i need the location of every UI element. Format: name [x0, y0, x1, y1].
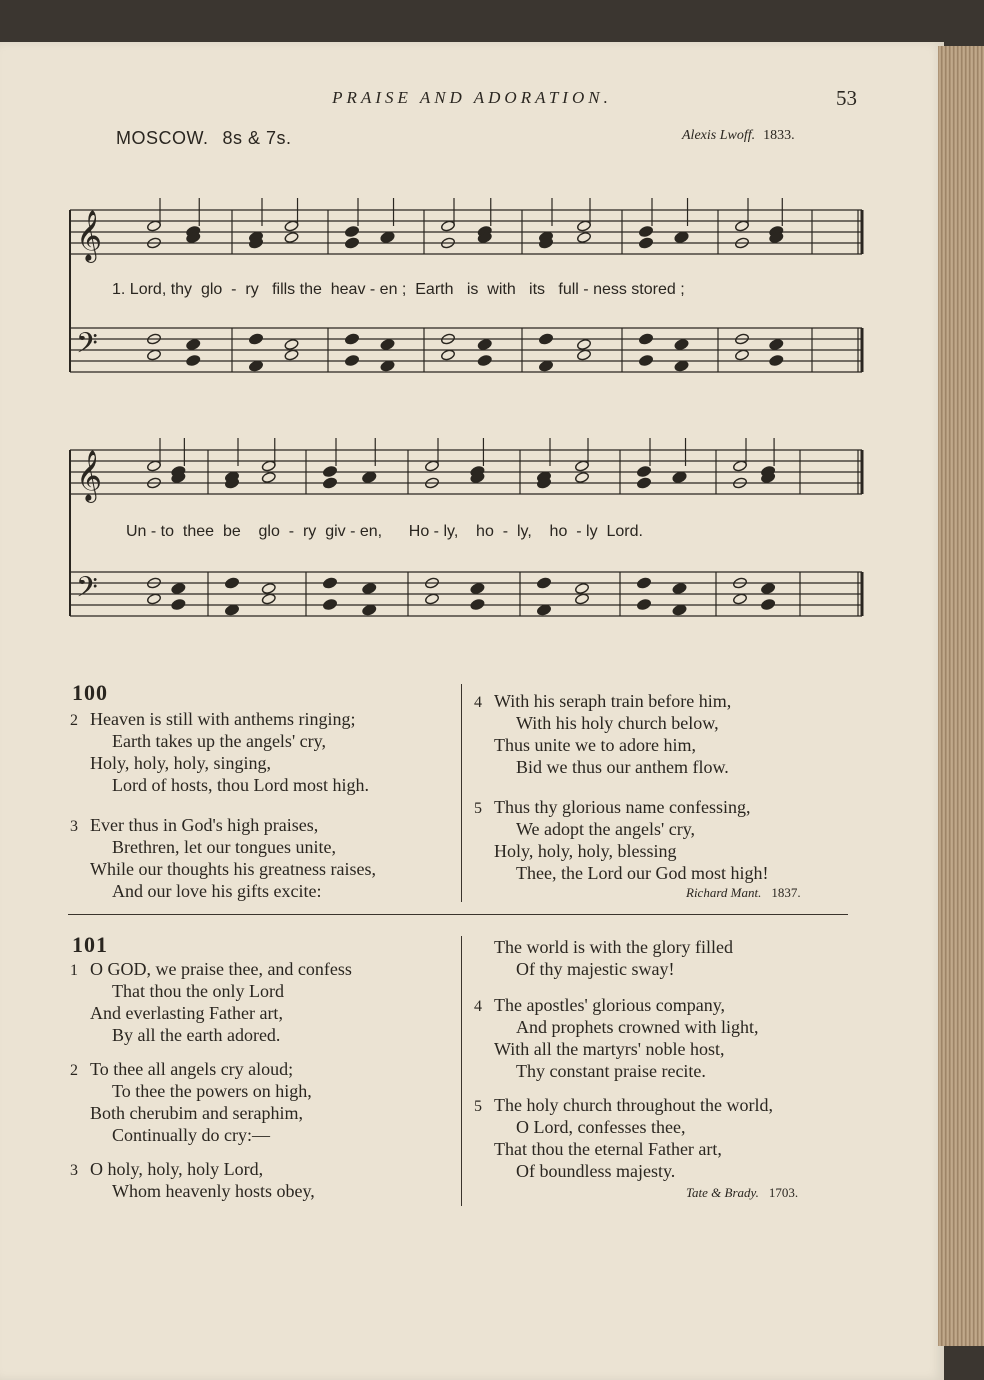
note-head — [538, 360, 553, 372]
stanza-line: The holy church throughout the world, — [494, 1095, 773, 1115]
hymn-100-stanza-3 — [70, 814, 376, 902]
hymn-101-stanza-4 — [474, 994, 759, 1082]
note-head — [322, 598, 337, 610]
bass-clef-icon: 𝄢 — [76, 571, 98, 611]
column-divider — [461, 684, 462, 902]
stanza-line: O GOD, we praise thee, and confess — [90, 959, 352, 979]
note-head — [261, 460, 276, 472]
note-head — [636, 577, 651, 589]
stanza-number: 5 — [474, 1098, 482, 1115]
note-head — [470, 598, 485, 610]
note-head — [284, 338, 299, 350]
note-head — [536, 577, 551, 589]
note-head — [424, 593, 439, 605]
note-head — [769, 338, 784, 350]
stanza-line: Thy constant praise recite. — [516, 1061, 706, 1081]
note-head — [146, 349, 161, 361]
stanza-line: Ever thus in God's high praises, — [90, 815, 319, 835]
note-head — [322, 577, 337, 589]
note-head — [146, 593, 161, 605]
stanza-line: By all the earth adored. — [112, 1025, 281, 1045]
hymn-101-stanza-5 — [474, 1094, 773, 1182]
stanza-number: 1 — [70, 962, 78, 979]
note-head — [674, 360, 689, 372]
stanza-line: Heaven is still with anthems ringing; — [90, 709, 356, 729]
note-head — [638, 225, 653, 237]
stanza-line: And our love his gifts excite: — [112, 881, 322, 901]
note-head — [477, 338, 492, 350]
stanza-line: O holy, holy, holy Lord, — [90, 1159, 264, 1179]
lyrics-line-1: 1. Lord, thy glo - ry fills the heav - en ; Earth is with its full - ness stored ; — [112, 281, 685, 298]
note-head — [362, 582, 377, 594]
note-head — [380, 338, 395, 350]
note-head — [636, 465, 651, 477]
note-head — [284, 349, 299, 361]
stanza-number: 5 — [474, 800, 482, 817]
page-number: 53 — [836, 86, 857, 110]
hymn-100-stanza-5 — [474, 796, 769, 884]
stanza-line: The world is with the glory filled — [494, 937, 733, 957]
note-head — [638, 354, 653, 366]
note-head — [322, 465, 337, 477]
note-head — [224, 577, 239, 589]
note-head — [284, 220, 299, 232]
note-head — [574, 582, 589, 594]
stanza-line: To thee all angels cry aloud; — [90, 1059, 294, 1079]
hymn-number-101: 101 — [72, 932, 108, 957]
stanza-line: Holy, holy, holy, blessing — [494, 841, 677, 861]
music-score — [0, 0, 944, 700]
note-head — [732, 593, 747, 605]
stanza-number: 3 — [70, 818, 78, 835]
column-divider — [461, 936, 462, 1206]
note-head — [284, 231, 299, 243]
stanza-line: Lord of hosts, thou Lord most high. — [112, 775, 369, 795]
note-head — [424, 460, 439, 472]
hymn-100-stanza-2 — [70, 708, 369, 796]
note-head — [538, 333, 553, 345]
hymn-100-stanza-4 — [474, 690, 732, 778]
bass-clef-icon: 𝄢 — [76, 327, 98, 367]
stanza-number: 2 — [70, 1062, 78, 1079]
hymn-101-stanza-3b — [494, 936, 733, 980]
note-head — [636, 477, 651, 489]
note-head — [574, 593, 589, 605]
note-head — [186, 354, 201, 366]
note-head — [477, 354, 492, 366]
stanza-line: Holy, holy, holy, singing, — [90, 753, 272, 773]
note-head — [636, 598, 651, 610]
stanza-line: That thou the eternal Father art, — [494, 1139, 722, 1159]
note-head — [576, 349, 591, 361]
stanza-line: To thee the powers on high, — [112, 1081, 312, 1101]
stanza-number: 2 — [70, 712, 78, 729]
note-head — [322, 477, 337, 489]
note-head — [734, 220, 749, 232]
stanza-line: With his holy church below, — [516, 713, 719, 733]
note-head — [248, 333, 263, 345]
note-head — [344, 225, 359, 237]
note-head — [380, 360, 395, 372]
note-head — [171, 598, 186, 610]
stanza-line: With all the martyrs' noble host, — [494, 1039, 725, 1059]
page-edges — [938, 46, 984, 1346]
tune-meter: 8s & 7s. — [222, 128, 292, 148]
note-head — [734, 349, 749, 361]
hymn-101-attribution — [686, 1185, 798, 1201]
note-head — [674, 338, 689, 350]
note-head — [672, 582, 687, 594]
note-head — [344, 354, 359, 366]
stanza-line: Earth takes up the angels' cry, — [112, 731, 326, 751]
stanza-line: That thou the only Lord — [112, 981, 284, 1001]
note-head — [574, 471, 589, 483]
stanza-line: Thus thy glorious name confessing, — [494, 797, 751, 817]
note-head — [146, 220, 161, 232]
stanza-number: 4 — [474, 694, 482, 711]
author-year: 1837. — [771, 885, 801, 900]
stanza-line: Continually do cry:— — [112, 1125, 270, 1145]
stanza-line: Both cherubim and seraphim, — [90, 1103, 303, 1123]
note-head — [362, 604, 377, 616]
note-head — [576, 220, 591, 232]
stanza-line: We adopt the angels' cry, — [516, 819, 696, 839]
note-head — [171, 582, 186, 594]
hymn-100-attribution — [686, 885, 801, 901]
note-head — [261, 593, 276, 605]
composer-name: Alexis Lwoff. — [682, 128, 756, 143]
note-head — [536, 604, 551, 616]
note-head — [248, 360, 263, 372]
stanza-line: The apostles' glorious company, — [494, 995, 726, 1015]
stanza-line: Thee, the Lord our God most high! — [516, 863, 769, 883]
hymn-101-stanza-2 — [70, 1058, 312, 1146]
note-head — [470, 582, 485, 594]
stanza-line: Bid we thus our anthem flow. — [516, 757, 729, 777]
note-head — [672, 604, 687, 616]
note-head — [186, 338, 201, 350]
stanza-line: Brethren, let our tongues unite, — [112, 837, 336, 857]
stanza-line: Of thy majestic sway! — [516, 959, 675, 979]
treble-clef-icon: 𝄞 — [76, 210, 103, 261]
author-name: Richard Mant. — [686, 885, 762, 900]
author-name: Tate & Brady. — [686, 1185, 759, 1200]
stanza-line: Thus unite we to adore him, — [494, 735, 696, 755]
composer-year: 1833. — [763, 128, 795, 143]
running-title: PRAISE AND ADORATION. — [332, 88, 612, 107]
stanza-line: While our thoughts his greatness raises, — [90, 859, 376, 879]
hymn-101-stanza-3a — [70, 1158, 315, 1202]
note-head — [574, 460, 589, 472]
section-divider — [68, 914, 848, 915]
note-head — [576, 231, 591, 243]
note-head — [224, 604, 239, 616]
hymn-101-stanza-1 — [70, 958, 352, 1046]
lyrics-line-2: Un - to thee be glo - ry giv - en, Ho - ly, ho - ly, ho - ly Lord. — [126, 523, 643, 540]
stanza-line: Of boundless majesty. — [516, 1161, 676, 1181]
note-head — [638, 237, 653, 249]
stanza-line: And prophets crowned with light, — [516, 1017, 759, 1037]
stanza-line: Whom heavenly hosts obey, — [112, 1181, 315, 1201]
stanza-line: And everlasting Father art, — [90, 1003, 283, 1023]
stanza-number: 4 — [474, 998, 482, 1015]
stanza-line: With his seraph train before him, — [494, 691, 732, 711]
note-head — [261, 582, 276, 594]
note-head — [440, 349, 455, 361]
treble-clef-icon: 𝄞 — [76, 450, 103, 501]
hymn-number-100: 100 — [72, 680, 108, 705]
note-head — [576, 338, 591, 350]
note-head — [344, 333, 359, 345]
stanza-line: O Lord, confesses thee, — [516, 1117, 686, 1137]
note-head — [440, 220, 455, 232]
note-head — [769, 354, 784, 366]
note-head — [761, 598, 776, 610]
note-head — [261, 471, 276, 483]
note-head — [146, 460, 161, 472]
stanza-number: 3 — [70, 1162, 78, 1179]
note-head — [344, 237, 359, 249]
author-year: 1703. — [768, 1185, 799, 1200]
note-head — [638, 333, 653, 345]
tune-name: MOSCOW. — [116, 128, 209, 148]
note-head — [761, 582, 776, 594]
note-head — [732, 460, 747, 472]
